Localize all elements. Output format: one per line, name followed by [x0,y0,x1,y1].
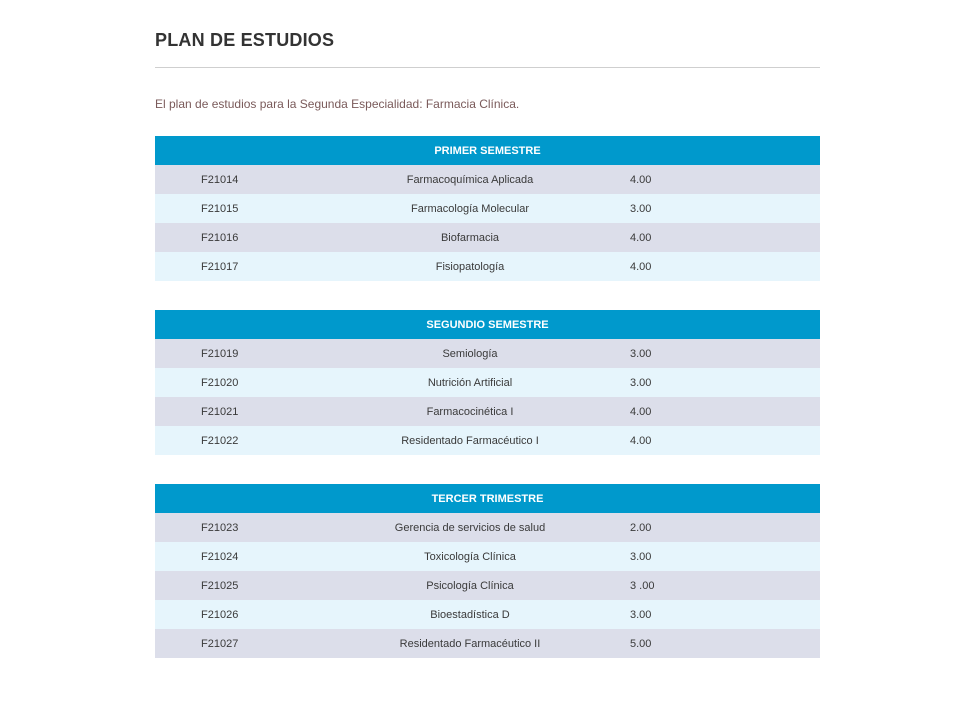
course-credits: 3.00 [630,339,820,368]
semester-header: SEGUNDIO SEMESTRE [155,310,820,339]
intro-text: El plan de estudios para la Segunda Especialidad: Farmacia Clínica. [155,97,520,111]
table-row [155,600,820,629]
course-credits: 3.00 [630,542,820,571]
table-row [155,368,820,397]
course-credits: 4.00 [630,252,820,281]
course-name: Farmacoquímica Aplicada [310,165,630,194]
semester-header: PRIMER SEMESTRE [155,136,820,165]
course-credits: 4.00 [630,223,820,252]
course-code: F21025 [155,571,310,600]
course-credits: 3 .00 [630,571,820,600]
course-name: Farmacocinética I [310,397,630,426]
course-code: F21027 [155,629,310,658]
course-code: F21014 [155,165,310,194]
course-name: Nutrición Artificial [310,368,630,397]
table-row [155,223,820,252]
table-header-row [155,136,820,165]
semester-table-3 [155,484,820,658]
semester-header: TERCER TRIMESTRE [155,484,820,513]
course-name: Psicología Clínica [310,571,630,600]
course-code: F21016 [155,223,310,252]
course-code: F21021 [155,397,310,426]
course-name: Toxicología Clínica [310,542,630,571]
course-credits: 4.00 [630,397,820,426]
semester-table-2 [155,310,820,455]
course-credits: 3.00 [630,368,820,397]
course-code: F21015 [155,194,310,223]
table-row [155,629,820,658]
course-code: F21020 [155,368,310,397]
table-row [155,252,820,281]
course-credits: 3.00 [630,194,820,223]
table-row [155,542,820,571]
table-row [155,165,820,194]
course-name: Farmacología Molecular [310,194,630,223]
course-name: Residentado Farmacéutico I [310,426,630,455]
course-name: Semiología [310,339,630,368]
course-name: Bioestadística D [310,600,630,629]
course-name: Residentado Farmacéutico II [310,629,630,658]
course-name: Fisiopatología [310,252,630,281]
course-code: F21026 [155,600,310,629]
table-header-row [155,484,820,513]
page-title: PLAN DE ESTUDIOS [155,30,335,50]
course-code: F21017 [155,252,310,281]
course-credits: 4.00 [630,426,820,455]
course-code: F21023 [155,513,310,542]
table-row [155,397,820,426]
course-credits: 2.00 [630,513,820,542]
course-name: Biofarmacia [310,223,630,252]
course-credits: 4.00 [630,165,820,194]
title-divider [155,67,820,68]
table-row [155,571,820,600]
table-row [155,339,820,368]
table-row [155,194,820,223]
semester-table-1 [155,136,820,281]
table-row [155,426,820,455]
table-row [155,513,820,542]
course-credits: 5.00 [630,629,820,658]
table-header-row [155,310,820,339]
course-code: F21019 [155,339,310,368]
course-code: F21024 [155,542,310,571]
course-name: Gerencia de servicios de salud [310,513,630,542]
course-credits: 3.00 [630,600,820,629]
course-code: F21022 [155,426,310,455]
